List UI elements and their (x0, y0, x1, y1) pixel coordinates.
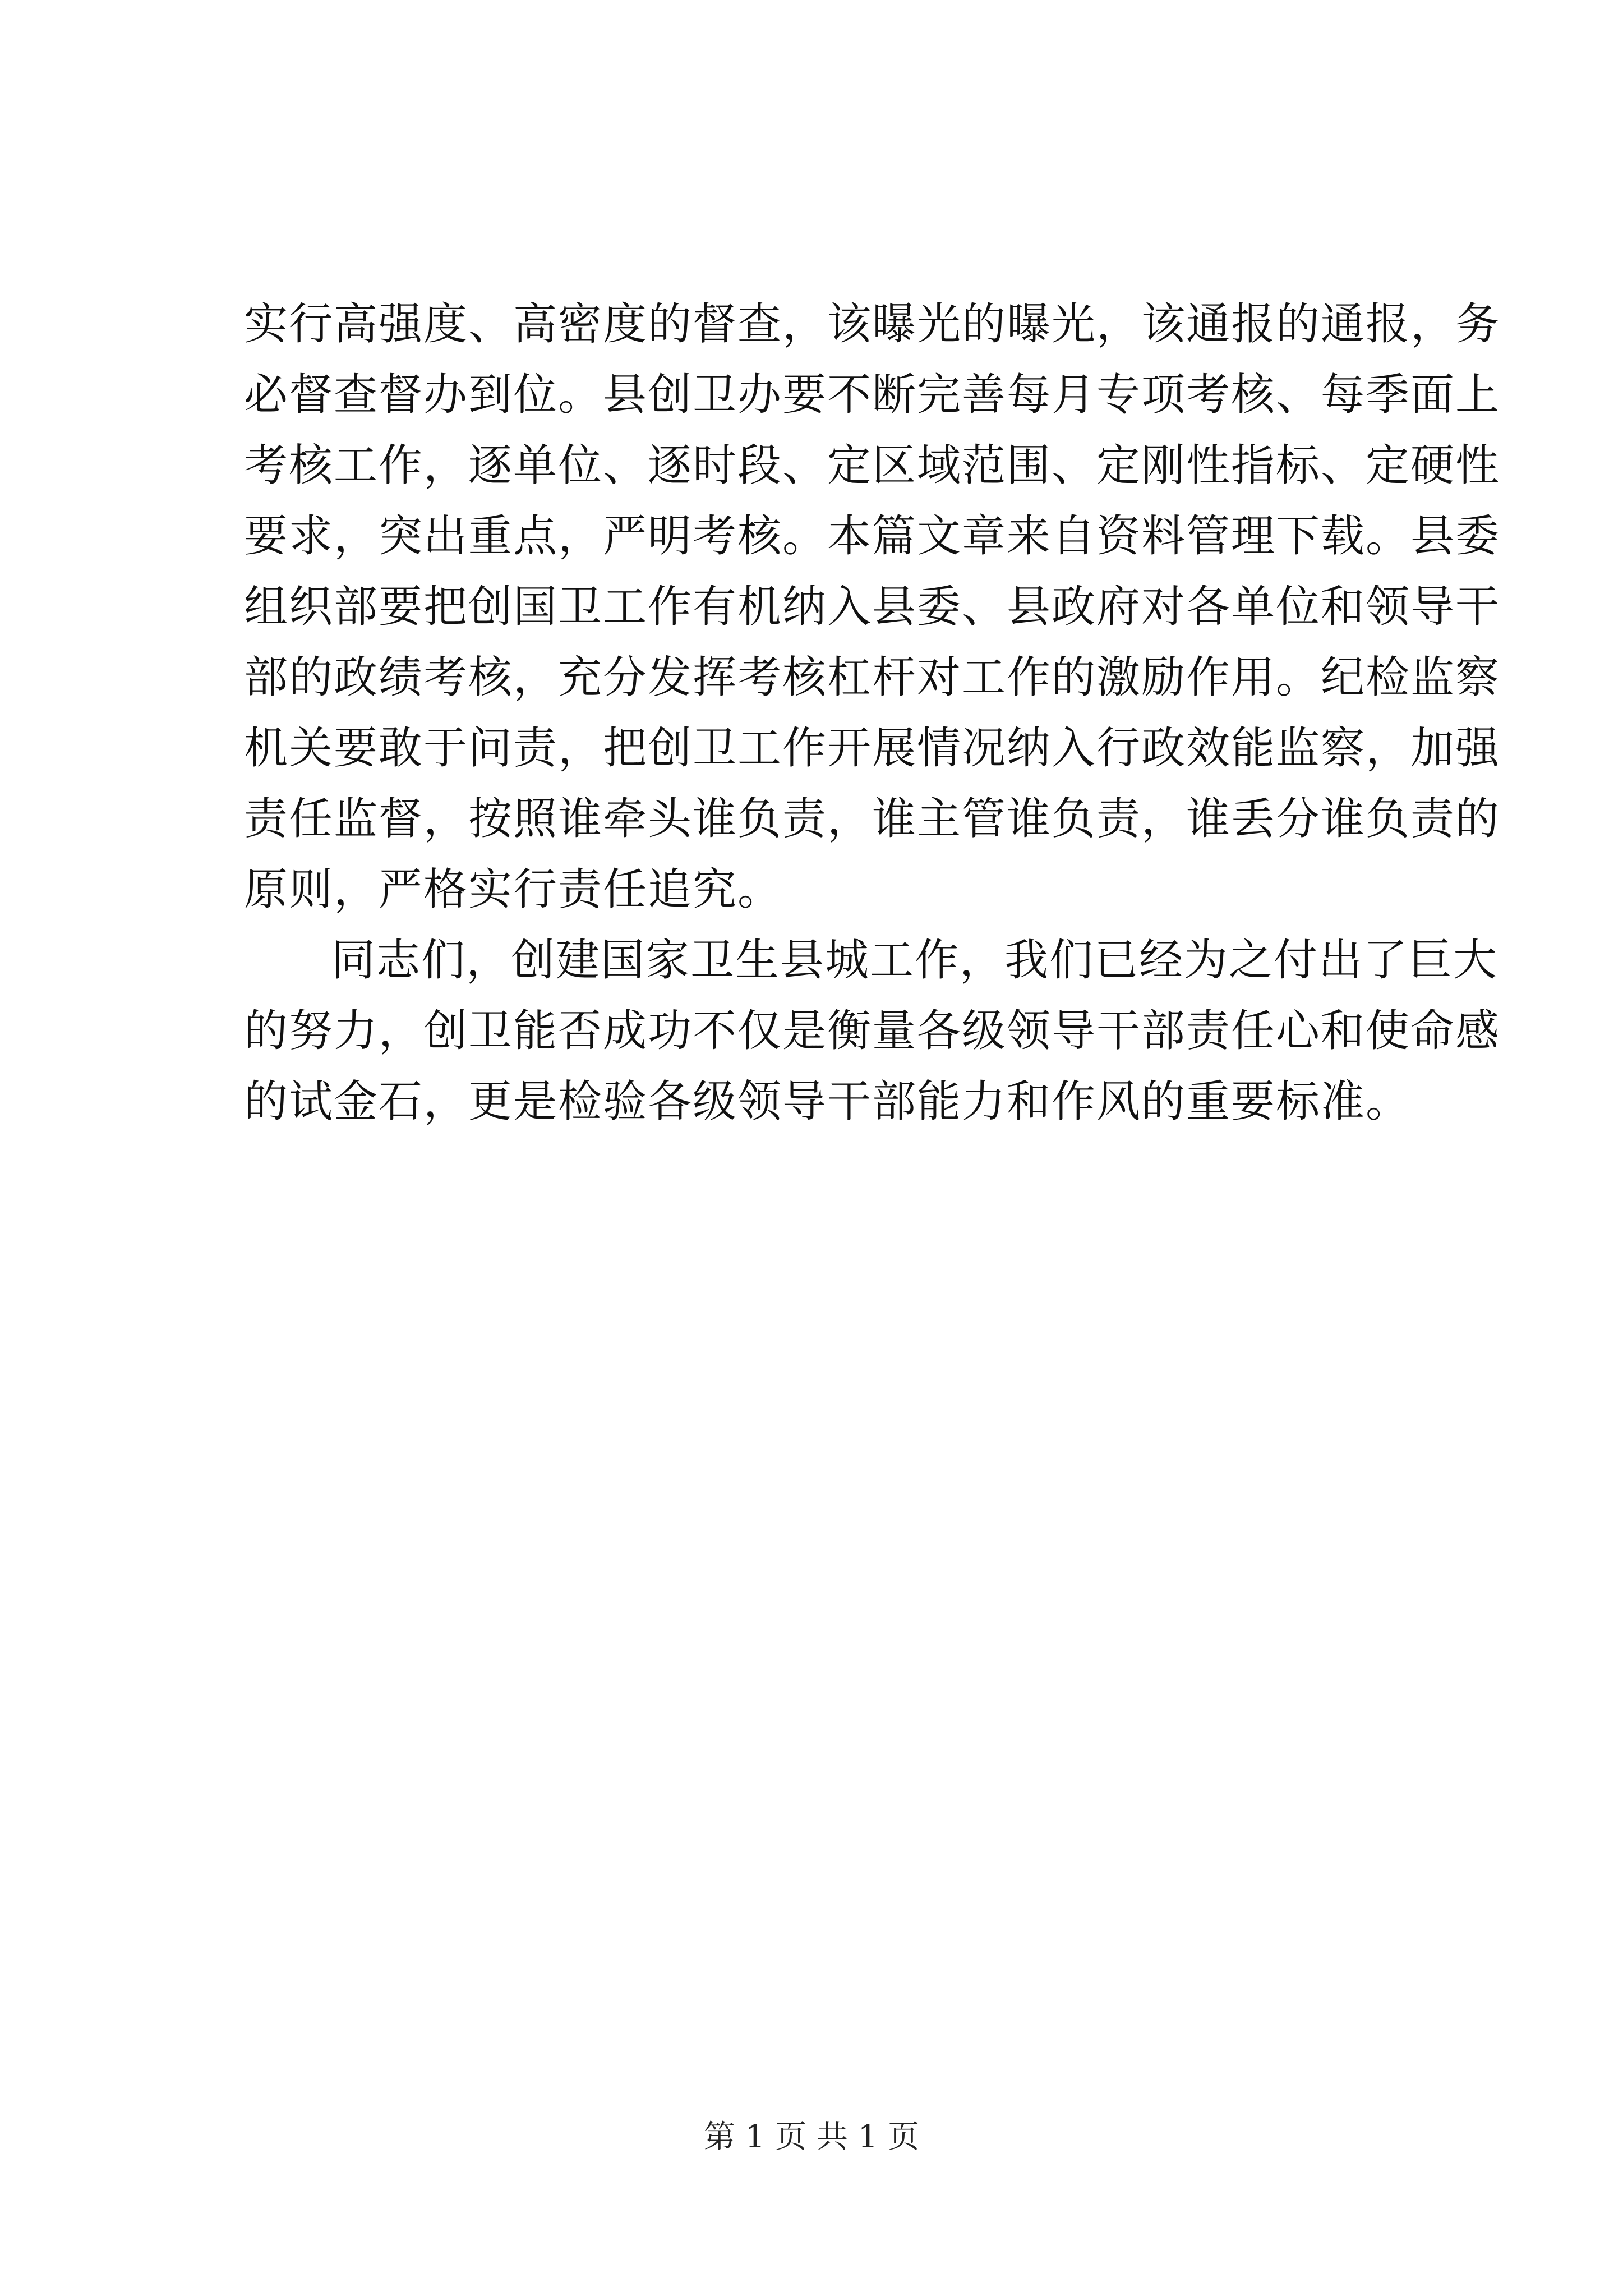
text-line: 的努力，创卫能否成功不仅是衡量各级领导干部责任心和使命感 (244, 1006, 1501, 1056)
text-line: 必督查督办到位。县创卫办要不断完善每月专项考核、每季面上 (244, 370, 1501, 420)
page-number-footer: 第 1 页 共 1 页 (703, 2119, 920, 2155)
text-line: 考核工作，逐单位、逐时段、定区域范围、定刚性指标、定硬性 (244, 440, 1501, 491)
paragraph-1 (244, 289, 1501, 925)
text-line: 的试金石，更是检验各级领导干部能力和作风的重要标准。 (244, 1076, 1411, 1127)
text-line: 要求，突出重点，严明考核。本篇文章来自资料管理下载。县委 (244, 511, 1501, 562)
text-line: 原则，严格实行责任追究。 (244, 864, 783, 915)
paragraph-2 (244, 925, 1501, 1137)
document-body (244, 289, 1501, 1137)
text-line: 实行高强度、高密度的督查，该曝光的曝光，该通报的通报，务 (244, 299, 1501, 349)
text-line: 责任监督，按照谁牵头谁负责，谁主管谁负责，谁丢分谁负责的 (244, 794, 1501, 844)
text-line: 机关要敢于问责，把创卫工作开展情况纳入行政效能监察，加强 (244, 723, 1501, 774)
text-line: 同志们，创建国家卫生县城工作，我们已经为之付出了巨大 (331, 935, 1498, 986)
text-line: 组织部要把创国卫工作有机纳入县委、县政府对各单位和领导干 (244, 582, 1501, 632)
text-line: 部的政绩考核，充分发挥考核杠杆对工作的激励作用。纪检监察 (244, 652, 1501, 703)
